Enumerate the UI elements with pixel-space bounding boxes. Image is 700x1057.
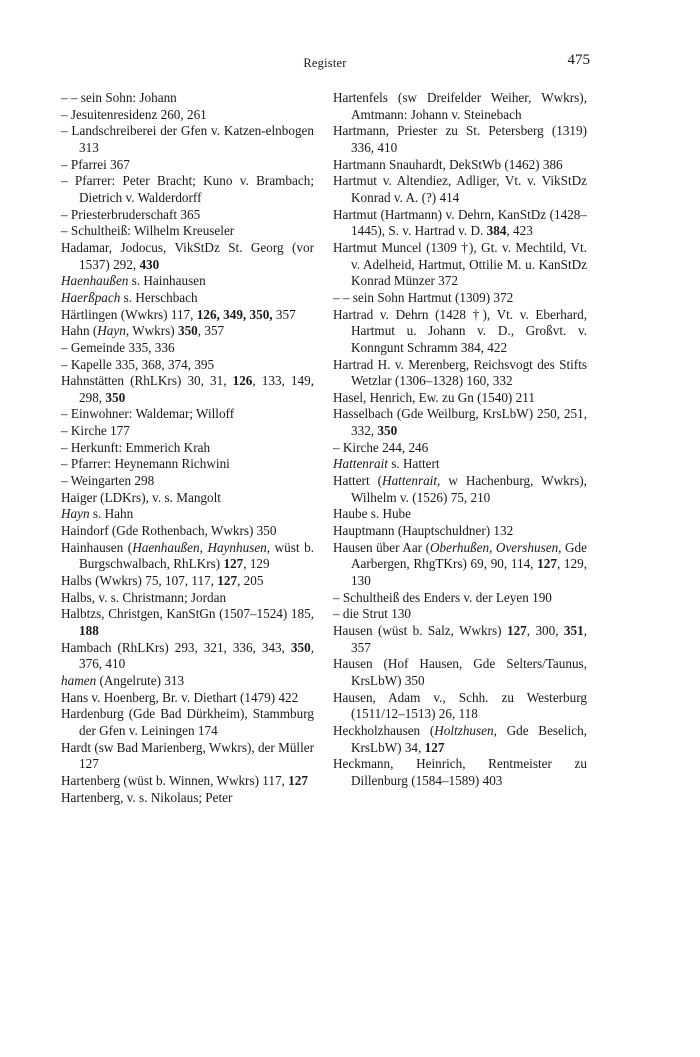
index-entry: [333, 173, 587, 206]
entry-text: Härtlingen (Wwkrs) 117,: [61, 306, 197, 322]
index-entry: [61, 357, 314, 374]
entry-text: – Pfarrer: Heynemann Richwini: [61, 456, 230, 472]
entry-text: Hartmut (Hartmann) v. Dehrn, KanStDz (1428–1445), S. v. Hartrad v. D.: [333, 206, 587, 239]
entry-text: – Priesterbruderschaft 365: [61, 206, 201, 222]
entry-text: 350: [290, 639, 311, 655]
index-entry: [61, 123, 314, 156]
entry-text: s. Hattert: [387, 456, 440, 472]
entry-text: Heckholzhausen (: [333, 722, 435, 738]
entry-text: – Pfarrer: Peter Bracht; Kuno v. Brambach; Dietrich v. Walderdorff: [61, 173, 314, 205]
entry-text: Hasselbach (Gde Weilburg, KrsLbW) 250, 251, 332,: [333, 406, 587, 439]
entry-text: 357: [272, 306, 296, 322]
entry-text: Hauptmann (Hauptschuldner) 132: [333, 523, 514, 539]
index-entry: [61, 790, 314, 807]
entry-text: – Jesuitenresidenz 260, 261: [61, 106, 207, 122]
entry-text: s. Hainhausen: [128, 273, 206, 289]
entry-text: Hahnstätten (RhLKrs) 30, 31,: [61, 373, 233, 389]
index-entry: [333, 207, 587, 240]
entry-text: 127: [506, 623, 527, 638]
entry-text: Holtzhusen,: [434, 722, 497, 738]
entry-text: w Hachenburg, Wwkrs), Wilhelm v. (1526) 75, 210: [351, 473, 587, 505]
index-entry: [61, 540, 314, 573]
running-title: Register: [303, 56, 347, 70]
index-entry: [61, 673, 314, 690]
entry-text: 350: [377, 423, 398, 439]
entry-text: Hartmut Muncel (1309 †), Gt. v. Mechtild, Vt. v. Adelheid, Hartmut, Ottilie M. u. KanStDz Konrad Münzer 372: [333, 239, 587, 289]
entry-text: – – sein Sohn Hartmut (1309) 372: [333, 289, 514, 305]
entry-text: Haenhaußen: [61, 273, 129, 289]
entry-text: – Landschreiberei der Gfen v. Katzen-elnbogen 313: [61, 123, 314, 155]
entry-text: Hahn (: [61, 323, 98, 339]
entry-text: – Einwohner: Waldemar; Willoff: [61, 406, 235, 422]
index-entry: [61, 506, 314, 523]
entry-text: (Angelrute) 313: [96, 672, 185, 688]
index-entry: [333, 357, 587, 390]
index-entry: [61, 307, 314, 324]
index-entry: [61, 406, 314, 423]
entry-text: , 133, 149, 298,: [79, 373, 315, 405]
entry-text: 430: [139, 256, 160, 272]
index-entry: [61, 690, 314, 707]
index-entry: [61, 473, 314, 490]
entry-text: , 357: [351, 623, 587, 655]
index-entry: [333, 157, 587, 174]
index-entry: [61, 323, 314, 340]
entry-text: – Herkunft: Emmerich Krah: [61, 439, 211, 455]
entry-text: Halbs, v. s. Christmann; Jordan: [61, 589, 227, 605]
entry-text: hamen: [61, 672, 97, 688]
entry-text: – Kirche 244, 246: [333, 439, 429, 455]
entry-text: , 376, 410: [79, 639, 314, 672]
entry-text: 126: [232, 373, 253, 389]
index-entry: [61, 773, 314, 790]
index-entry: [61, 107, 314, 124]
entry-text: – Kapelle 335, 368, 374, 395: [61, 356, 215, 372]
entry-text: 126, 349, 350,: [196, 306, 273, 322]
entry-text: – Schultheiß des Enders v. der Leyen 190: [333, 589, 552, 605]
index-entry: [61, 606, 314, 639]
index-entry: [61, 90, 314, 107]
entry-text: Hartrad v. Dehrn (1428 †), Vt. v. Eberhard, Hartmut u. Johann v. D., Großvt. v. Konngunt Schramm 384, 422: [333, 306, 587, 355]
index-entry: [333, 440, 587, 457]
entry-text: Hausen (wüst b. Salz, Wwkrs): [333, 623, 507, 638]
entry-text: , 129, 130: [351, 556, 587, 589]
index-entry: [61, 373, 314, 406]
index-entry: [61, 573, 314, 590]
entry-text: Haindorf (Gde Rothenbach, Wwkrs) 350: [61, 523, 277, 539]
index-entry: [333, 90, 587, 123]
entry-text: Haenhaußen, Haynhusen,: [132, 539, 271, 555]
entry-text: Oberhußen, Overshusen,: [430, 539, 562, 555]
entry-text: Hattert (: [333, 473, 383, 489]
entry-text: Hausen (Hof Hausen, Gde Selters/Taunus, KrsLbW) 350: [333, 656, 587, 688]
index-entry: [61, 290, 314, 307]
index-entry: [333, 307, 587, 357]
entry-text: – die Strut 130: [333, 606, 412, 622]
index-entry: [333, 623, 587, 656]
index-entry: [333, 506, 587, 523]
entry-text: 384: [486, 223, 507, 239]
index-entry: [61, 273, 314, 290]
entry-text: Hayn,: [97, 323, 130, 339]
index-entry: [333, 690, 587, 723]
entry-text: Hartenfels (sw Dreifelder Weiher, Wwkrs), Amtmann: Johann v. Steinebach: [333, 90, 587, 122]
entry-text: Hainhausen (: [61, 539, 133, 555]
index-entry: [61, 173, 314, 206]
entry-text: s. Hahn: [89, 506, 134, 522]
entry-text: Hasel, Henrich, Ew. zu Gn (1540) 211: [333, 389, 535, 405]
index-entry: [61, 223, 314, 240]
index-entry: [333, 290, 587, 307]
entry-text: Hartenberg (wüst b. Winnen, Wwkrs) 117,: [61, 772, 289, 788]
index-entry: [61, 740, 314, 773]
index-entry: [333, 473, 587, 506]
index-entry: [333, 723, 587, 756]
entry-text: – Schultheiß: Wilhelm Kreuseler: [61, 223, 235, 239]
index-entry: [61, 490, 314, 507]
index-entry: [61, 706, 314, 739]
entry-text: Hadamar, Jodocus, VikStDz St. Georg (vor 1537) 292,: [61, 239, 314, 272]
entry-text: Gde Beselich, KrsLbW) 34,: [351, 722, 587, 755]
entry-text: 350: [105, 389, 126, 405]
entry-text: , 300,: [526, 623, 564, 638]
entry-text: Hayn: [61, 506, 90, 522]
entry-text: s. Herschbach: [120, 289, 198, 305]
index-entry: [333, 523, 587, 540]
entry-text: , 423: [506, 223, 533, 239]
index-entry: [333, 656, 587, 689]
index-entry: [61, 456, 314, 473]
entry-text: Hartrad H. v. Merenberg, Reichsvogt des Stifts Wetzlar (1306–1328) 160, 332: [333, 356, 587, 389]
index-entry: [61, 590, 314, 607]
entry-text: Haube s. Hube: [333, 506, 412, 522]
index-entry: [333, 123, 587, 156]
entry-text: Hattenrait,: [382, 473, 441, 489]
index-entry: [61, 157, 314, 174]
index-entry: [333, 406, 587, 439]
entry-text: Hardenburg (Gde Bad Dürkheim), Stammburg der Gfen v. Leiningen 174: [61, 706, 314, 738]
entry-text: Haiger (LDKrs), v. s. Mangolt: [61, 489, 221, 505]
entry-text: 350: [177, 323, 198, 339]
entry-text: Haerßpach: [61, 289, 121, 305]
entry-text: – – sein Sohn: Johann: [61, 90, 177, 105]
index-entry: [333, 590, 587, 607]
entry-text: wüst b. Burgschwalbach, RhLKrs): [79, 539, 314, 572]
entry-text: Hans v. Hoenberg, Br. v. Diethart (1479) 422: [61, 689, 299, 705]
index-entry: [61, 240, 314, 273]
entry-text: – Weingarten 298: [61, 473, 155, 489]
index-entry: [61, 523, 314, 540]
entry-text: – Gemeinde 335, 336: [61, 339, 175, 355]
index-entry: [61, 640, 314, 673]
entry-text: Hartmann, Priester zu St. Petersberg (1319) 336, 410: [333, 123, 587, 155]
index-column-right: [333, 90, 587, 790]
index-entry: [333, 390, 587, 407]
entry-text: Halbs (Wwkrs) 75, 107, 117,: [61, 573, 218, 589]
entry-text: Hartenberg, v. s. Nikolaus; Peter: [61, 789, 233, 805]
entry-text: , 129: [243, 556, 270, 572]
entry-text: Hausen über Aar (: [333, 539, 430, 555]
entry-text: 127: [223, 556, 244, 572]
index-entry: [333, 240, 587, 290]
entry-text: Hartmann Snauhardt, DekStWb (1462) 386: [333, 156, 563, 172]
index-entry: [61, 207, 314, 224]
entry-text: – Kirche 177: [61, 423, 130, 439]
entry-text: Wwkrs): [129, 323, 178, 339]
entry-text: 127: [288, 772, 308, 788]
entry-text: 188: [79, 623, 99, 638]
entry-text: – Pfarrei 367: [61, 156, 130, 172]
index-entry: [333, 456, 587, 473]
index-entry: [333, 606, 587, 623]
entry-text: Hambach (RhLKrs) 293, 321, 336, 343,: [61, 639, 291, 655]
index-entry: [61, 423, 314, 440]
entry-text: Hartmut v. Altendiez, Adliger, Vt. v. VikStDz Konrad v. A. (?) 414: [333, 173, 587, 205]
index-column-left: [61, 90, 314, 806]
entry-text: Hardt (sw Bad Marienberg, Wwkrs), der Müller 127: [61, 739, 314, 772]
entry-text: Gde Aarbergen, RhgTKrs) 69, 90, 114,: [351, 539, 587, 572]
entry-text: , 357: [197, 323, 225, 339]
page-header: [60, 52, 590, 74]
entry-text: 127: [537, 556, 557, 572]
index-entry: [333, 540, 587, 590]
entry-text: Halbtzs, Christgen, KanStGn (1507–1524) 185,: [61, 606, 314, 622]
index-entry: [333, 756, 587, 789]
entry-text: Hausen, Adam v., Schh. zu Westerburg (1511/12–1513) 26, 118: [333, 689, 587, 722]
entry-text: 351: [563, 623, 584, 638]
entry-text: 127: [424, 739, 445, 755]
index-entry: [61, 340, 314, 357]
entry-text: Heckmann, Heinrich, Rentmeister zu Dillenburg (1584–1589) 403: [333, 756, 587, 788]
entry-text: 127: [217, 573, 238, 589]
entry-text: , 205: [237, 573, 264, 589]
page-number: 475: [567, 52, 590, 68]
index-entry: [61, 440, 314, 457]
entry-text: Hattenrait: [333, 456, 388, 472]
